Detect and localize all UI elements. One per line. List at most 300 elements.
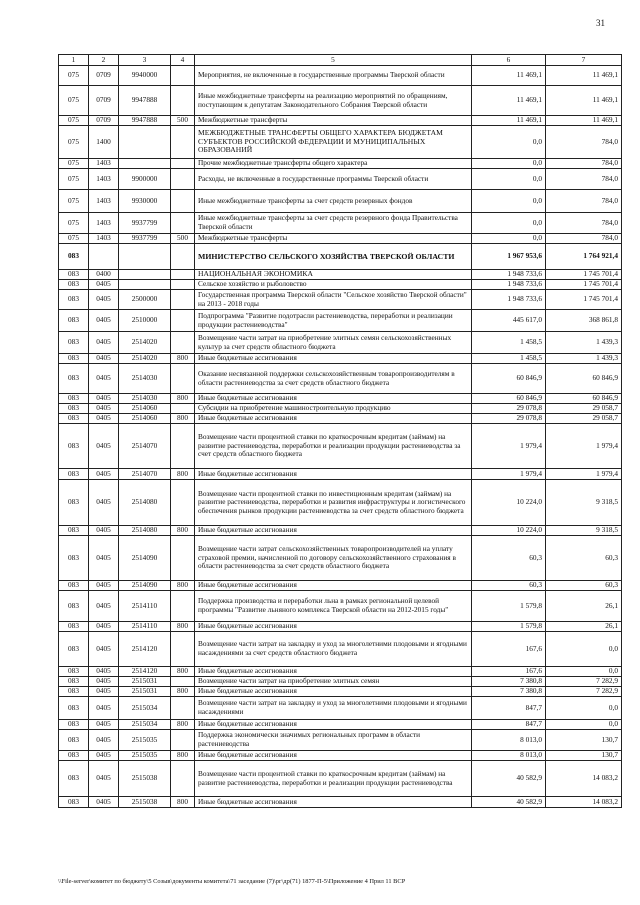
item-name-cell: Иные бюджетные ассигнования [195, 720, 472, 730]
amount-col7-cell: 0,0 [546, 667, 622, 677]
budget-table [58, 54, 622, 808]
ministry-code-cell: 083 [59, 414, 89, 424]
amount-col7-cell: 1 979,4 [546, 469, 622, 480]
expense-type-cell [171, 244, 195, 270]
table-row [59, 632, 622, 667]
item-name-cell: Возмещение части процентной ставки по краткосрочным кредитам (займам) на развитие растениеводства, переработки и реализации продукции растениеводства [195, 761, 472, 797]
amount-col6-cell: 1 948 733,6 [472, 290, 546, 310]
ministry-code-cell: 083 [59, 280, 89, 290]
table-row [59, 469, 622, 480]
amount-col6-cell: 8 013,0 [472, 751, 546, 761]
amount-col7-cell: 130,7 [546, 730, 622, 751]
target-article-cell: 2514090 [119, 536, 171, 581]
amount-col7-cell: 0,0 [546, 697, 622, 720]
target-article-cell: 2514060 [119, 404, 171, 414]
expense-type-cell [171, 536, 195, 581]
target-article-cell: 2514030 [119, 394, 171, 404]
section-code-cell: 0405 [89, 414, 119, 424]
ministry-code-cell: 083 [59, 761, 89, 797]
amount-col6-cell: 0,0 [472, 234, 546, 244]
expense-type-cell [171, 159, 195, 169]
amount-col6-cell: 167,6 [472, 667, 546, 677]
table-row [59, 751, 622, 761]
header-row [59, 55, 622, 66]
item-name-cell: Иные бюджетные ассигнования [195, 394, 472, 404]
expense-type-cell: 800 [171, 526, 195, 536]
amount-col7-cell: 784,0 [546, 126, 622, 159]
expense-type-cell [171, 761, 195, 797]
target-article-cell: 2514080 [119, 526, 171, 536]
ministry-code-cell: 083 [59, 244, 89, 270]
section-code-cell: 1403 [89, 169, 119, 190]
ministry-code-cell: 083 [59, 687, 89, 697]
amount-col7-cell: 0,0 [546, 632, 622, 667]
amount-col6-cell: 1 979,4 [472, 469, 546, 480]
amount-col7-cell: 29 058,7 [546, 404, 622, 414]
item-name-cell: Поддержка производства и переработки льна в рамках региональной целевой программы "Развитие льняного комплекса Тверской области на 2012-2015 годы" [195, 591, 472, 622]
section-code-cell: 0405 [89, 687, 119, 697]
table-row [59, 581, 622, 591]
expense-type-cell: 800 [171, 414, 195, 424]
expense-type-cell: 800 [171, 394, 195, 404]
section-code-cell: 1403 [89, 190, 119, 213]
amount-col6-cell: 1 458,5 [472, 332, 546, 354]
amount-col6-cell: 1 458,5 [472, 354, 546, 364]
expense-type-cell: 800 [171, 720, 195, 730]
target-article-cell [119, 126, 171, 159]
expense-type-cell: 800 [171, 797, 195, 808]
section-code-cell: 0405 [89, 720, 119, 730]
section-code-cell: 0405 [89, 751, 119, 761]
section-code-cell: 0405 [89, 677, 119, 687]
table-row [59, 190, 622, 213]
table-row [59, 414, 622, 424]
target-article-cell: 2514110 [119, 591, 171, 622]
amount-col7-cell: 1 745 701,4 [546, 290, 622, 310]
amount-col7-cell: 11 469,1 [546, 66, 622, 86]
item-name-cell: Иные бюджетные ассигнования [195, 354, 472, 364]
target-article-cell: 9947888 [119, 86, 171, 116]
section-code-cell: 0405 [89, 404, 119, 414]
expense-type-cell: 800 [171, 667, 195, 677]
amount-col7-cell: 130,7 [546, 751, 622, 761]
table-row [59, 310, 622, 332]
section-code-cell: 0405 [89, 536, 119, 581]
table-row [59, 244, 622, 270]
table-row [59, 424, 622, 469]
amount-col7-cell: 26,1 [546, 591, 622, 622]
item-name-cell: Иные бюджетные ассигнования [195, 469, 472, 480]
column-header: 2 [89, 55, 119, 66]
target-article-cell: 2514120 [119, 632, 171, 667]
table-row [59, 66, 622, 86]
amount-col7-cell: 7 282,9 [546, 677, 622, 687]
amount-col7-cell: 1 439,3 [546, 332, 622, 354]
item-name-cell: Государственная программа Тверской области "Сельское хозяйство Тверской области" на 2013 - 2018 годы [195, 290, 472, 310]
ministry-code-cell: 083 [59, 332, 89, 354]
item-name-cell: Иные бюджетные ассигнования [195, 667, 472, 677]
target-article-cell: 2500000 [119, 290, 171, 310]
item-name-cell: Возмещение части затрат на закладку и уход за многолетними плодовыми и ягодными насаждениями [195, 697, 472, 720]
section-code-cell: 1403 [89, 234, 119, 244]
expense-type-cell [171, 424, 195, 469]
target-article-cell: 2514020 [119, 354, 171, 364]
ministry-code-cell: 083 [59, 797, 89, 808]
amount-col7-cell: 368 861,8 [546, 310, 622, 332]
expense-type-cell [171, 730, 195, 751]
target-article-cell [119, 159, 171, 169]
column-header: 6 [472, 55, 546, 66]
ministry-code-cell: 083 [59, 469, 89, 480]
column-header: 1 [59, 55, 89, 66]
item-name-cell: Прочие межбюджетные трансферты общего характера [195, 159, 472, 169]
section-code-cell: 1400 [89, 126, 119, 159]
expense-type-cell [171, 677, 195, 687]
table-row [59, 169, 622, 190]
item-name-cell: МИНИСТЕРСТВО СЕЛЬСКОГО ХОЗЯЙСТВА ТВЕРСКОЙ ОБЛАСТИ [195, 244, 472, 270]
item-name-cell: Мероприятия, не включенные в государственные программы Тверской области [195, 66, 472, 86]
expense-type-cell: 800 [171, 751, 195, 761]
ministry-code-cell: 075 [59, 234, 89, 244]
ministry-code-cell: 075 [59, 116, 89, 126]
section-code-cell [89, 244, 119, 270]
item-name-cell: Оказание несвязанной поддержки сельскохозяйственным товаропроизводителям в области растениеводства за счет средств областного бюджета [195, 364, 472, 394]
target-article-cell: 2514070 [119, 424, 171, 469]
expense-type-cell [171, 213, 195, 234]
target-article-cell: 9940000 [119, 66, 171, 86]
amount-col6-cell: 1 948 733,6 [472, 280, 546, 290]
expense-type-cell [171, 480, 195, 526]
section-code-cell: 0405 [89, 424, 119, 469]
amount-col6-cell: 40 582,9 [472, 797, 546, 808]
table-row [59, 761, 622, 797]
item-name-cell: Возмещение части процентной ставки по инвестиционным кредитам (займам) на развитие растениеводства, переработки и развития инфраструктуры и логистического обеспечения рынков продукции растениеводства за счет средств областного бюджета [195, 480, 472, 526]
section-code-cell: 0405 [89, 761, 119, 797]
ministry-code-cell: 083 [59, 480, 89, 526]
expense-type-cell [171, 632, 195, 667]
expense-type-cell: 800 [171, 622, 195, 632]
target-article-cell: 2510000 [119, 310, 171, 332]
expense-type-cell [171, 364, 195, 394]
expense-type-cell [171, 310, 195, 332]
item-name-cell: Субсидии на приобретение машиностроительную продукцию [195, 404, 472, 414]
table-row [59, 290, 622, 310]
section-code-cell: 0405 [89, 280, 119, 290]
section-code-cell: 0709 [89, 86, 119, 116]
target-article-cell: 2514120 [119, 667, 171, 677]
amount-col7-cell: 1 745 701,4 [546, 270, 622, 280]
ministry-code-cell: 083 [59, 536, 89, 581]
column-header: 5 [195, 55, 472, 66]
expense-type-cell [171, 270, 195, 280]
item-name-cell: Иные бюджетные ассигнования [195, 581, 472, 591]
section-code-cell: 0405 [89, 581, 119, 591]
table-row [59, 159, 622, 169]
expense-type-cell: 800 [171, 469, 195, 480]
section-code-cell: 1403 [89, 159, 119, 169]
table-row [59, 591, 622, 622]
expense-type-cell [171, 66, 195, 86]
item-name-cell: Возмещение части затрат сельскохозяйственных товаропроизводителей на уплату страховой премии, начисленной по договору сельскохозяйственного страхования в области растениеводства за счет средств областного бюджета [195, 536, 472, 581]
amount-col7-cell: 14 083,2 [546, 797, 622, 808]
section-code-cell: 0405 [89, 364, 119, 394]
ministry-code-cell: 083 [59, 677, 89, 687]
amount-col7-cell: 784,0 [546, 159, 622, 169]
table-row [59, 526, 622, 536]
target-article-cell: 2515035 [119, 751, 171, 761]
amount-col7-cell: 9 318,5 [546, 526, 622, 536]
item-name-cell: Межбюджетные трансферты [195, 116, 472, 126]
amount-col7-cell: 11 469,1 [546, 86, 622, 116]
ministry-code-cell: 083 [59, 404, 89, 414]
target-article-cell: 9937799 [119, 234, 171, 244]
section-code-cell: 0405 [89, 394, 119, 404]
table-row [59, 364, 622, 394]
expense-type-cell [171, 169, 195, 190]
item-name-cell: Возмещение части затрат на приобретение элитных семян сельскохозяйственных культур за счет средств областного бюджета [195, 332, 472, 354]
expense-type-cell: 800 [171, 354, 195, 364]
amount-col7-cell: 26,1 [546, 622, 622, 632]
item-name-cell: Подпрограмма "Развитие подотрасли растениеводства, переработки и реализации продукции растениеводства" [195, 310, 472, 332]
target-article-cell: 2514060 [119, 414, 171, 424]
amount-col7-cell: 9 318,5 [546, 480, 622, 526]
ministry-code-cell: 075 [59, 126, 89, 159]
section-code-cell: 0405 [89, 797, 119, 808]
amount-col6-cell: 1 948 733,6 [472, 270, 546, 280]
expense-type-cell [171, 332, 195, 354]
expense-type-cell: 500 [171, 234, 195, 244]
amount-col7-cell: 784,0 [546, 190, 622, 213]
amount-col7-cell: 784,0 [546, 169, 622, 190]
item-name-cell: Расходы, не включенные в государственные программы Тверской области [195, 169, 472, 190]
table-row [59, 332, 622, 354]
expense-type-cell [171, 86, 195, 116]
target-article-cell: 2515034 [119, 720, 171, 730]
section-code-cell: 0405 [89, 469, 119, 480]
amount-col6-cell: 60,3 [472, 536, 546, 581]
target-article-cell: 2514110 [119, 622, 171, 632]
item-name-cell: НАЦИОНАЛЬНАЯ ЭКОНОМИКА [195, 270, 472, 280]
expense-type-cell [171, 404, 195, 414]
ministry-code-cell: 075 [59, 213, 89, 234]
amount-col6-cell: 29 078,8 [472, 414, 546, 424]
item-name-cell: Иные бюджетные ассигнования [195, 687, 472, 697]
item-name-cell: Иные бюджетные ассигнования [195, 622, 472, 632]
table-row [59, 116, 622, 126]
amount-col6-cell: 29 078,8 [472, 404, 546, 414]
amount-col6-cell: 0,0 [472, 213, 546, 234]
target-article-cell: 2515038 [119, 761, 171, 797]
ministry-code-cell: 075 [59, 86, 89, 116]
amount-col6-cell: 1 967 953,6 [472, 244, 546, 270]
item-name-cell: Возмещение части затрат на приобретение элитных семян [195, 677, 472, 687]
amount-col6-cell: 7 380,8 [472, 677, 546, 687]
target-article-cell: 2514020 [119, 332, 171, 354]
section-code-cell: 0405 [89, 290, 119, 310]
target-article-cell [119, 280, 171, 290]
section-code-cell: 0405 [89, 591, 119, 622]
ministry-code-cell: 083 [59, 270, 89, 280]
amount-col6-cell: 60 846,9 [472, 394, 546, 404]
table-row [59, 480, 622, 526]
ministry-code-cell: 083 [59, 354, 89, 364]
ministry-code-cell: 083 [59, 622, 89, 632]
ministry-code-cell: 083 [59, 581, 89, 591]
section-code-cell: 1403 [89, 213, 119, 234]
amount-col6-cell: 1 579,8 [472, 622, 546, 632]
amount-col6-cell: 11 469,1 [472, 86, 546, 116]
amount-col6-cell: 11 469,1 [472, 66, 546, 86]
amount-col6-cell: 167,6 [472, 632, 546, 667]
amount-col6-cell: 60 846,9 [472, 364, 546, 394]
target-article-cell: 2514080 [119, 480, 171, 526]
table-row [59, 536, 622, 581]
amount-col6-cell: 10 224,0 [472, 526, 546, 536]
table-row [59, 697, 622, 720]
expense-type-cell: 800 [171, 581, 195, 591]
expense-type-cell: 500 [171, 116, 195, 126]
target-article-cell: 9947888 [119, 116, 171, 126]
target-article-cell: 2515038 [119, 797, 171, 808]
item-name-cell: Межбюджетные трансферты [195, 234, 472, 244]
amount-col7-cell: 60 846,9 [546, 364, 622, 394]
item-name-cell: Иные бюджетные ассигнования [195, 751, 472, 761]
table-row [59, 677, 622, 687]
target-article-cell: 2515031 [119, 687, 171, 697]
item-name-cell: Иные межбюджетные трансферты на реализацию мероприятий по обращениям, поступающим к депутатам Законодательного Собрания Тверской области [195, 86, 472, 116]
target-article-cell [119, 244, 171, 270]
table-row [59, 280, 622, 290]
amount-col6-cell: 847,7 [472, 697, 546, 720]
target-article-cell: 9937799 [119, 213, 171, 234]
ministry-code-cell: 083 [59, 730, 89, 751]
table-row [59, 404, 622, 414]
table-row [59, 126, 622, 159]
amount-col7-cell: 1 439,3 [546, 354, 622, 364]
amount-col7-cell: 1 745 701,4 [546, 280, 622, 290]
amount-col7-cell: 784,0 [546, 234, 622, 244]
section-code-cell: 0405 [89, 526, 119, 536]
amount-col6-cell: 7 380,8 [472, 687, 546, 697]
item-name-cell: Возмещение части процентной ставки по краткосрочным кредитам (займам) на развитие растениеводства, переработки и реализации продукции растениеводства за счет средств областного бюджета [195, 424, 472, 469]
table-row [59, 213, 622, 234]
target-article-cell: 2514070 [119, 469, 171, 480]
expense-type-cell: 800 [171, 687, 195, 697]
ministry-code-cell: 083 [59, 667, 89, 677]
amount-col7-cell: 0,0 [546, 720, 622, 730]
ministry-code-cell: 083 [59, 290, 89, 310]
column-header: 3 [119, 55, 171, 66]
column-header: 4 [171, 55, 195, 66]
section-code-cell: 0405 [89, 622, 119, 632]
item-name-cell: Возмещение части затрат на закладку и уход за многолетними плодовыми и ягодными насаждениями за счет средств областного бюджета [195, 632, 472, 667]
item-name-cell: Сельское хозяйство и рыболовство [195, 280, 472, 290]
ministry-code-cell: 083 [59, 394, 89, 404]
ministry-code-cell: 075 [59, 169, 89, 190]
section-code-cell: 0405 [89, 332, 119, 354]
table-row [59, 354, 622, 364]
amount-col7-cell: 60,3 [546, 581, 622, 591]
amount-col6-cell: 1 979,4 [472, 424, 546, 469]
ministry-code-cell: 083 [59, 526, 89, 536]
ministry-code-cell: 075 [59, 66, 89, 86]
amount-col6-cell: 1 579,8 [472, 591, 546, 622]
expense-type-cell [171, 190, 195, 213]
section-code-cell: 0405 [89, 697, 119, 720]
target-article-cell: 2515034 [119, 697, 171, 720]
amount-col6-cell: 8 013,0 [472, 730, 546, 751]
target-article-cell: 2515035 [119, 730, 171, 751]
amount-col7-cell: 1 764 921,4 [546, 244, 622, 270]
expense-type-cell [171, 280, 195, 290]
target-article-cell: 9930000 [119, 190, 171, 213]
ministry-code-cell: 083 [59, 591, 89, 622]
target-article-cell [119, 270, 171, 280]
ministry-code-cell: 083 [59, 632, 89, 667]
amount-col6-cell: 60,3 [472, 581, 546, 591]
table-row [59, 667, 622, 677]
section-code-cell: 0400 [89, 270, 119, 280]
amount-col7-cell: 60 846,9 [546, 394, 622, 404]
table-row [59, 394, 622, 404]
table-row [59, 720, 622, 730]
amount-col6-cell: 40 582,9 [472, 761, 546, 797]
amount-col6-cell: 847,7 [472, 720, 546, 730]
section-code-cell: 0405 [89, 354, 119, 364]
target-article-cell: 2514090 [119, 581, 171, 591]
item-name-cell: Иные межбюджетные трансферты за счет средств резервного фонда Правительства Тверской области [195, 213, 472, 234]
amount-col6-cell: 11 469,1 [472, 116, 546, 126]
page-number: 31 [596, 18, 605, 28]
ministry-code-cell: 083 [59, 720, 89, 730]
amount-col6-cell: 0,0 [472, 169, 546, 190]
amount-col7-cell: 7 282,9 [546, 687, 622, 697]
ministry-code-cell: 083 [59, 697, 89, 720]
ministry-code-cell: 075 [59, 159, 89, 169]
expense-type-cell [171, 697, 195, 720]
file-path-footer: \\File-server\комитет по бюджету\5 Созыв\документы комитета\71 заседание (7)\рг\др(71) 1877-П-5\Приложение 4 Прил 11 ВСР [58, 878, 406, 885]
section-code-cell: 0405 [89, 480, 119, 526]
ministry-code-cell: 075 [59, 190, 89, 213]
section-code-cell: 0405 [89, 730, 119, 751]
table-row [59, 270, 622, 280]
table-row [59, 234, 622, 244]
amount-col6-cell: 0,0 [472, 126, 546, 159]
item-name-cell: МЕЖБЮДЖЕТНЫЕ ТРАНСФЕРТЫ ОБЩЕГО ХАРАКТЕРА БЮДЖЕТАМ СУБЪЕКТОВ РОССИЙСКОЙ ФЕДЕРАЦИИ И МУНИЦИПАЛЬНЫХ ОБРАЗОВАНИЙ [195, 126, 472, 159]
ministry-code-cell: 083 [59, 310, 89, 332]
ministry-code-cell: 083 [59, 751, 89, 761]
ministry-code-cell: 083 [59, 364, 89, 394]
table-row [59, 86, 622, 116]
amount-col7-cell: 29 058,7 [546, 414, 622, 424]
amount-col6-cell: 0,0 [472, 159, 546, 169]
ministry-code-cell: 083 [59, 424, 89, 469]
section-code-cell: 0405 [89, 667, 119, 677]
item-name-cell: Иные межбюджетные трансферты за счет средств резервных фондов [195, 190, 472, 213]
amount-col7-cell: 14 083,2 [546, 761, 622, 797]
target-article-cell: 2515031 [119, 677, 171, 687]
expense-type-cell [171, 126, 195, 159]
section-code-cell: 0405 [89, 310, 119, 332]
amount-col6-cell: 445 617,0 [472, 310, 546, 332]
section-code-cell: 0709 [89, 116, 119, 126]
item-name-cell: Иные бюджетные ассигнования [195, 414, 472, 424]
table-row [59, 730, 622, 751]
amount-col7-cell: 784,0 [546, 213, 622, 234]
expense-type-cell [171, 290, 195, 310]
amount-col6-cell: 0,0 [472, 190, 546, 213]
section-code-cell: 0405 [89, 632, 119, 667]
